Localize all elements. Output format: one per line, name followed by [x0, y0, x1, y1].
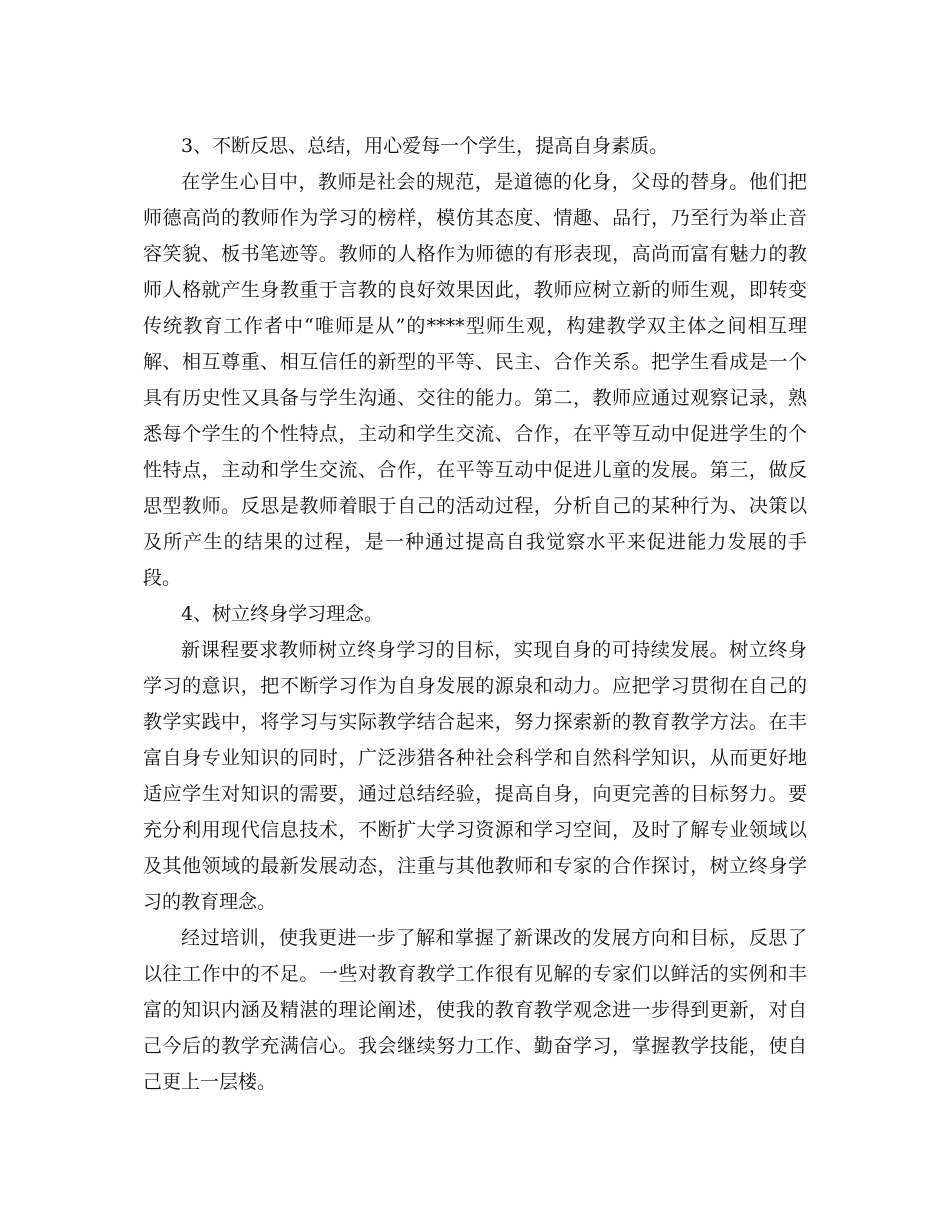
heading-lifelong-learning: 4、树立终身学习理念。	[181, 603, 384, 625]
document-body	[143, 128, 807, 1100]
paragraph-teacher-role: 在学生心目中，教师是社会的规范，是道德的化身，父母的替身。他们把师德高尚的教师作为学习的榜样，模仿其态度、情趣、品行，乃至行为举止音容笑貌、板书笔迹等。教师的人格作为师德的有形表现，高尚而富有魅力的教师人格就产生身教重于言教的良好效果因此，教师应树立新的师生观，即转变传统教育工作者中“唯师是从”的****型师生观，构建教学双主体之间相互理解、相互尊重、相互信任的新型的平等、民主、合作关系。把学生看成是一个具有历史性又具备与学生沟通、交往的能力。第二，教师应通过观察记录，熟悉每个学生的个性特点，主动和学生交流、合作，在平等互动中促进学生的个性特点，主动和学生交流、合作，在平等互动中促进儿童的发展。第三，做反思型教师。反思是教师着眼于自己的活动过程，分析自己的某种行为、决策以及所产生的结果的过程，是一种通过提高自我觉察水平来促进能力发展的手段。	[143, 171, 807, 589]
heading-reflect: 3、不断反思、总结，用心爱每一个学生，提高自身素质。	[181, 135, 669, 157]
paragraph-training-conclusion: 经过培训，使我更进一步了解和掌握了新课改的发展方向和目标，反思了以往工作中的不足。一些对教育教学工作很有见解的专家们以鲜活的实例和丰富的知识内涵及精湛的理论阐述，使我的教育教学观念进一步得到更新，对自己今后的教学充满信心。我会继续努力工作、勤奋学习，掌握教学技能，使自己更上一层楼。	[143, 927, 807, 1093]
paragraph-lifelong-learning: 新课程要求教师树立终身学习的目标，实现自身的可持续发展。树立终身学习的意识，把不断学习作为自身发展的源泉和动力。应把学习贯彻在自己的教学实践中，将学习与实际教学结合起来，努力探索新的教育教学方法。在丰富自身专业知识的同时，广泛涉猎各种社会科学和自然科学知识，从而更好地适应学生对知识的需要，通过总结经验，提高自身，向更完善的目标努力。要充分利用现代信息技术，不断扩大学习资源和学习空间，及时了解专业领域以及其他领域的最新发展动态，注重与其他教师和专家的合作探讨，树立终身学习的教育理念。	[143, 639, 807, 913]
